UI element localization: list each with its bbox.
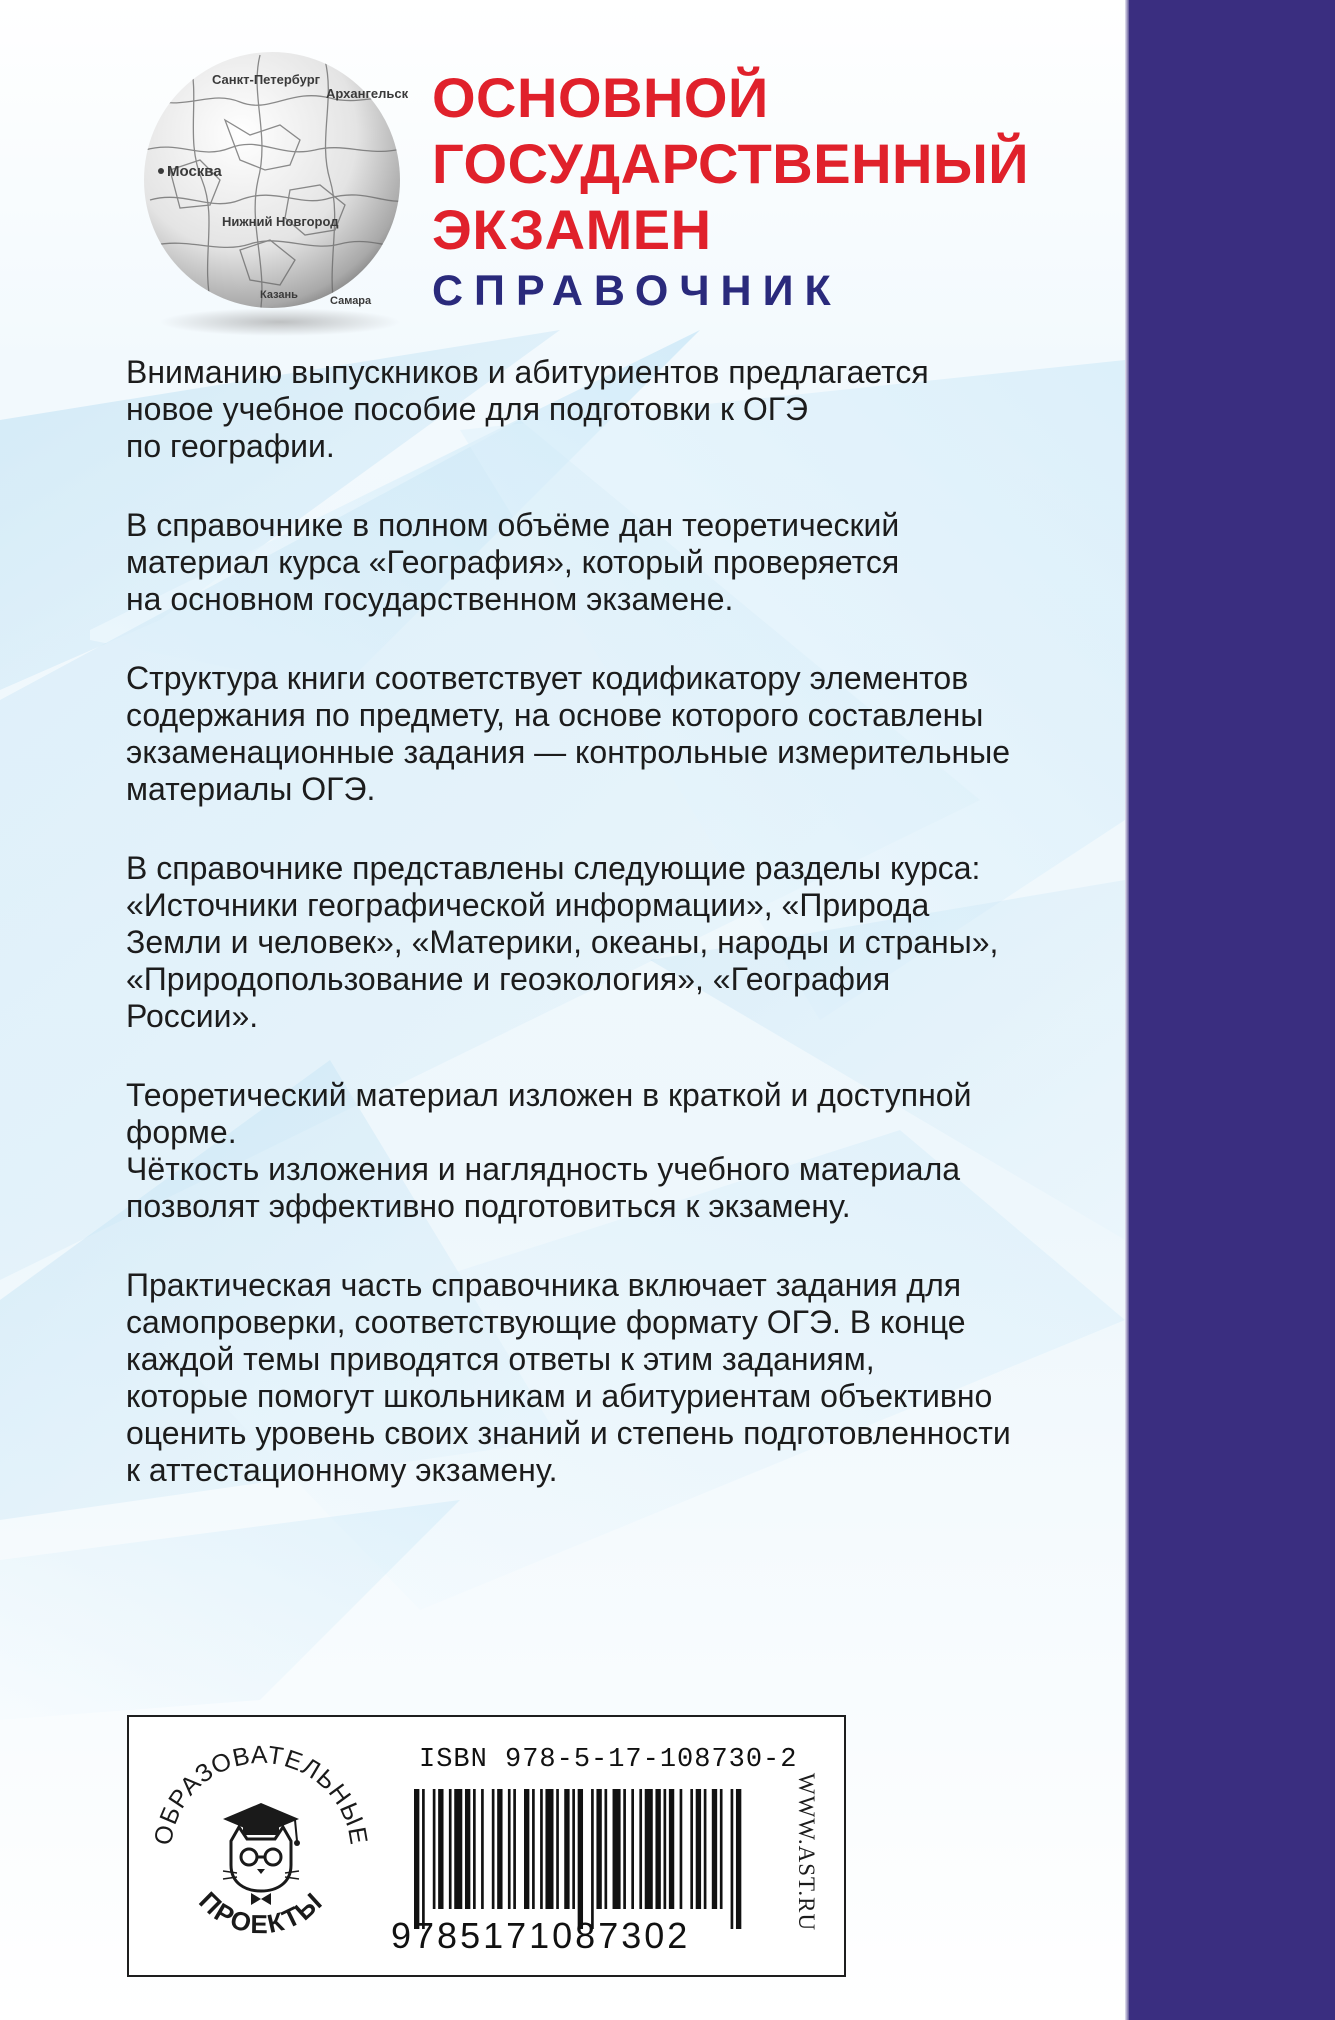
text-line: «Природопользование и геоэкология», «География xyxy=(126,961,891,997)
barcode-bar xyxy=(473,1789,476,1909)
barcode-bar xyxy=(497,1789,502,1909)
text-line: позволят эффективно подготовиться к экзамену. xyxy=(126,1188,851,1224)
barcode-bar xyxy=(669,1789,674,1909)
barcode-bar xyxy=(591,1789,594,1929)
svg-text:ПРОЕКТЫ xyxy=(193,1885,329,1939)
barcode-bar xyxy=(690,1789,693,1909)
isbn-footer-box xyxy=(127,1715,846,1977)
barcode-bar xyxy=(720,1789,723,1909)
text-line: России». xyxy=(126,998,259,1034)
text-line: Вниманию выпускников и абитуриентов предлагается xyxy=(126,354,929,390)
text-line: каждой темы приводятся ответы к этим заданиям, xyxy=(126,1341,875,1377)
publisher-logo xyxy=(139,1723,383,1967)
barcode xyxy=(414,1789,744,1929)
text-line: Теоретический материал изложен в краткой и доступной xyxy=(126,1077,972,1113)
title-line-1: ОСНОВНОЙ xyxy=(432,66,769,129)
barcode-bar xyxy=(449,1789,452,1909)
barcode-bar xyxy=(578,1789,583,1929)
barcode-bar xyxy=(604,1789,607,1909)
globe-label-moscow: Москва xyxy=(167,163,222,180)
subtitle: СПРАВОЧНИК xyxy=(432,267,842,315)
text-line: по географии. xyxy=(126,428,335,464)
globe-label-kazan: Казань xyxy=(260,289,298,301)
text-line: материалы ОГЭ. xyxy=(126,771,376,807)
barcode-bar xyxy=(731,1789,734,1929)
title-line-3: ЭКЗАМЕН xyxy=(432,198,712,261)
book-spine xyxy=(1129,0,1335,2020)
barcode-bar xyxy=(438,1789,443,1909)
barcode-bar xyxy=(696,1789,701,1909)
text-line: Практическая часть справочника включает задания для xyxy=(126,1267,962,1303)
logo-top-text: ОБРАЗОВАТЕЛЬНЫЕ xyxy=(149,1740,373,1848)
paragraph-structure xyxy=(126,660,1086,808)
barcode-bar xyxy=(704,1789,707,1909)
barcode-bar xyxy=(422,1789,425,1929)
globe-label-samara: Самара xyxy=(330,295,372,307)
paragraph-clarity xyxy=(126,1077,1086,1225)
barcode-bar xyxy=(465,1789,470,1909)
text-line: содержания по предмету, на основе которого составлены xyxy=(126,697,984,733)
text-line: В справочнике представлены следующие разделы курса: xyxy=(126,850,981,886)
barcode-bar xyxy=(524,1789,529,1909)
text-line: на основном государственном экзамене. xyxy=(126,581,734,617)
barcode-bar xyxy=(481,1789,484,1909)
barcode-bar xyxy=(433,1789,436,1909)
cat-in-graduation-cap-icon xyxy=(223,1803,300,1905)
website-text: WWW.AST.RU xyxy=(794,1772,819,1932)
text-line: к аттестационному экзамену. xyxy=(126,1452,558,1488)
barcode-bar xyxy=(631,1789,634,1909)
text-line: новое учебное пособие для подготовки к ОГЭ xyxy=(126,391,809,427)
globe-label-nizhny: Нижний Новгород xyxy=(222,214,339,229)
paragraph-intro xyxy=(126,354,1086,465)
description-text xyxy=(126,354,1086,1531)
text-line: В справочнике в полном объёме дан теоретический xyxy=(126,507,900,543)
text-line: экзаменационные задания — контрольные измерительные xyxy=(126,734,1010,770)
paragraph-theory xyxy=(126,507,1086,618)
text-line: Земли и человек», «Материки, океаны, народы и страны», xyxy=(126,924,999,960)
text-line: самопроверки, соответствующие формату ОГЭ. В конце xyxy=(126,1304,966,1340)
logo-bottom-text: ПРОЕКТЫ xyxy=(193,1885,329,1940)
barcode-bar xyxy=(513,1789,516,1909)
barcode-bar xyxy=(454,1789,462,1909)
globe-label-arkhangelsk: Архангельск xyxy=(326,86,409,101)
barcode-bar xyxy=(492,1789,495,1909)
barcode-bar xyxy=(545,1789,553,1909)
barcode-bar xyxy=(572,1789,575,1909)
text-line: Структура книги соответствует кодификатору элементов xyxy=(126,660,969,696)
barcode-bar xyxy=(414,1789,419,1929)
barcode-digits: 9785171087302 xyxy=(391,1915,691,1956)
paragraph-practice xyxy=(126,1267,1086,1489)
barcode-bar xyxy=(623,1789,626,1909)
paragraph-sections xyxy=(126,850,1086,1035)
barcode-bar xyxy=(655,1789,660,1909)
barcode-bar xyxy=(508,1789,511,1909)
text-line: материал курса «География», который проверяется xyxy=(126,544,900,580)
barcode-bar xyxy=(736,1789,741,1929)
barcode-bar xyxy=(596,1789,601,1909)
text-line: оценить уровень своих знаний и степень подготовленности xyxy=(126,1415,1011,1451)
barcode-bar xyxy=(645,1789,653,1909)
isbn-number: ISBN 978-5-17-108730-2 xyxy=(419,1745,798,1775)
barcode-bar xyxy=(680,1789,683,1909)
text-line: Чёткость изложения и наглядность учебного материала xyxy=(126,1151,961,1187)
text-line: форме. xyxy=(126,1114,237,1150)
publisher-website xyxy=(789,1747,823,1957)
barcode-bar xyxy=(556,1789,559,1909)
text-line: которые помогут школьникам и абитуриентам объективно xyxy=(126,1378,993,1414)
globe-label-spb: Санкт-Петербург xyxy=(212,72,321,87)
barcode-bar xyxy=(639,1789,642,1909)
barcode-bar xyxy=(664,1789,667,1909)
barcode-bar xyxy=(532,1789,535,1909)
barcode-bar xyxy=(613,1789,621,1909)
text-line: «Источники географической информации», «Природа xyxy=(126,887,930,923)
barcode-bar xyxy=(712,1789,717,1909)
barcode-bar xyxy=(540,1789,543,1909)
title-line-2: ГОСУДАРСТВЕННЫЙ xyxy=(432,132,1030,195)
globe-map-illustration xyxy=(130,40,415,340)
barcode-bar xyxy=(564,1789,569,1909)
